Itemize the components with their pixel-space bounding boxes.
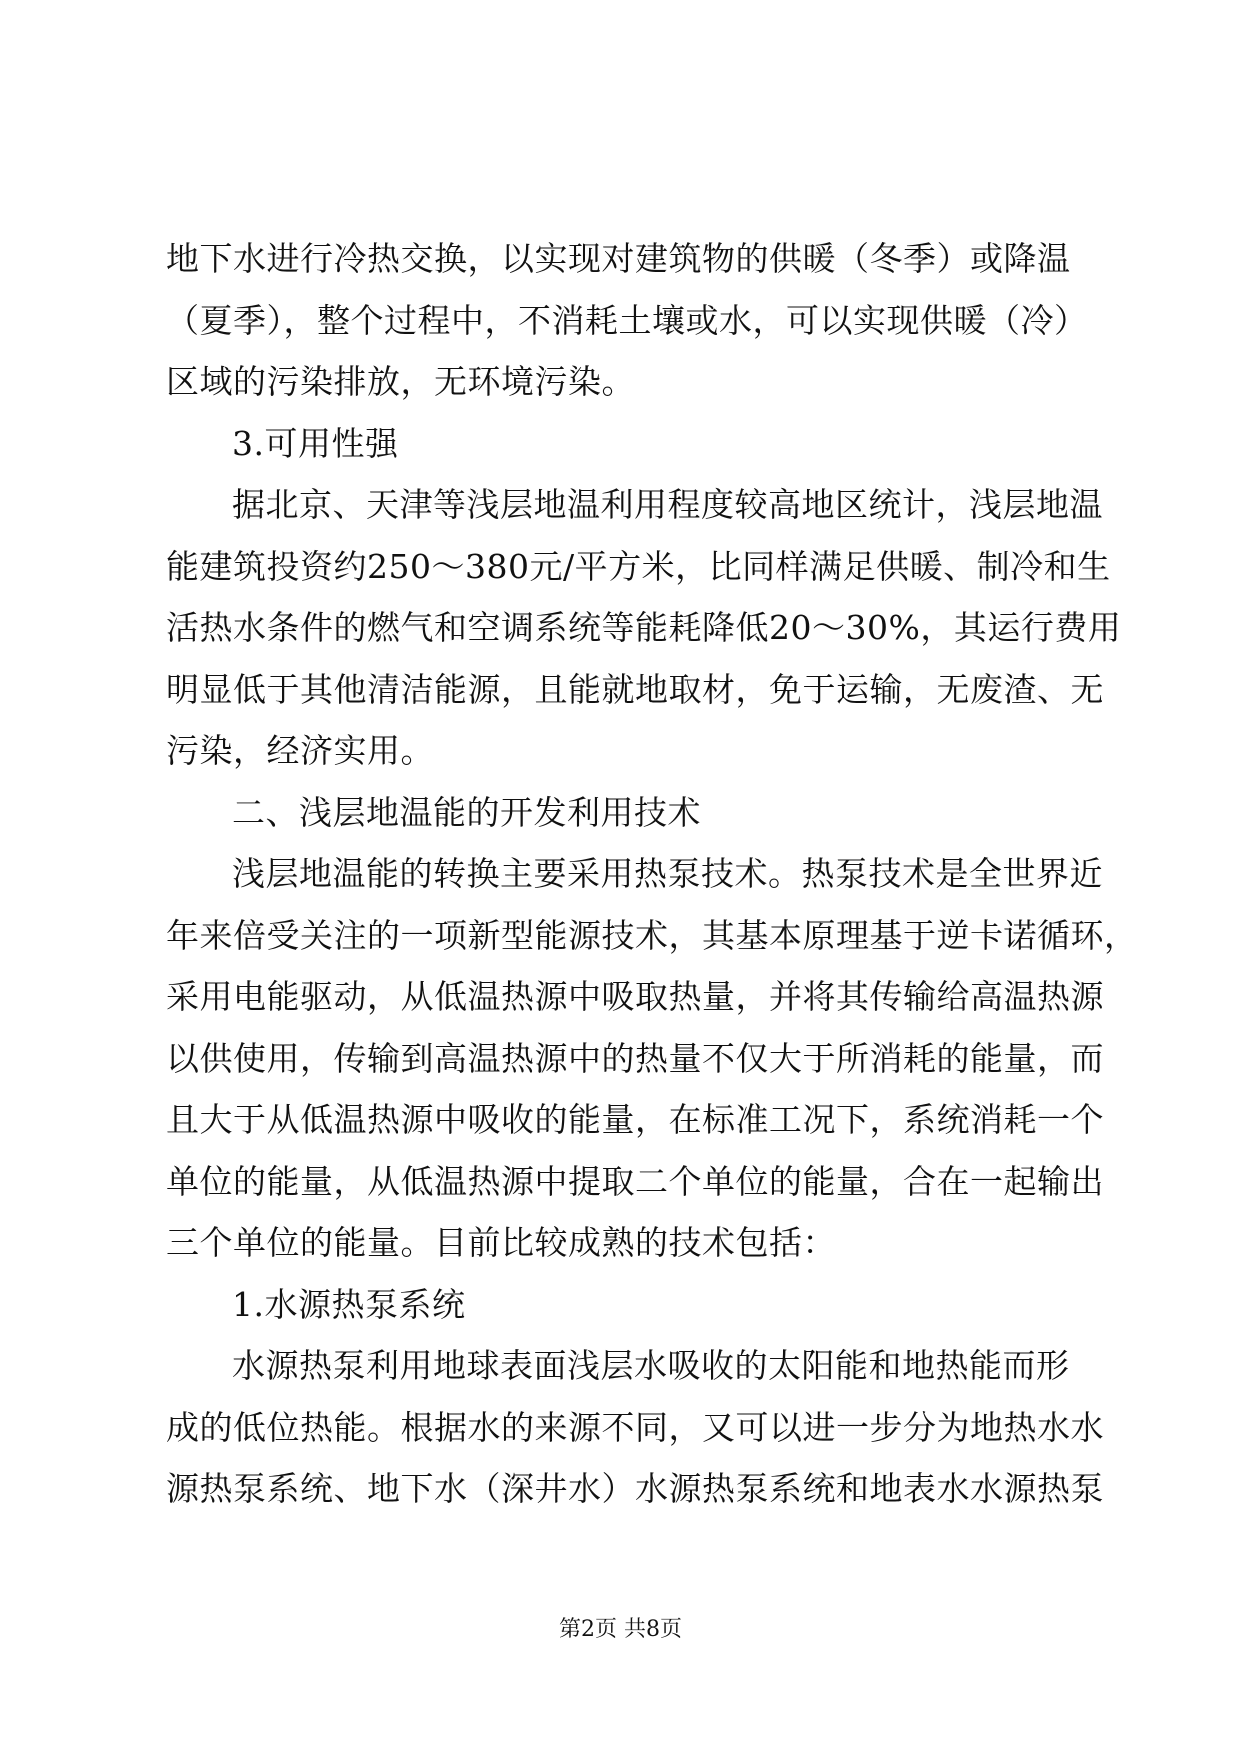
section-heading: 3.可用性强 (232, 423, 399, 463)
text-line: 据北京、天津等浅层地温利用程度较高地区统计，浅层地温 (232, 485, 1103, 524)
text-line: 明显低于其他清洁能源，且能就地取材，免于运输，无废渣、无 (166, 669, 1104, 709)
text-line: 区域的污染排放，无环境污染。 (166, 362, 635, 401)
text-line: 年来倍受关注的一项新型能源技术，其基本原理基于逆卡诺循环， (166, 915, 1138, 955)
page-footer: 第2页 共8页 (559, 1617, 682, 1642)
section-heading: 二、浅层地温能的开发利用技术 (232, 792, 701, 832)
text-line: 成的低位热能。根据水的来源不同，又可以进一步分为地热水水 (166, 1407, 1104, 1447)
text-line: 且大于从低温热源中吸收的能量，在标准工况下，系统消耗一个 (166, 1100, 1104, 1139)
text-line: 污染，经济实用。 (166, 731, 434, 770)
text-line: 单位的能量，从低温热源中提取二个单位的能量，合在一起输出 (166, 1161, 1104, 1201)
text-line: 能建筑投资约250～380元/平方米，比同样满足供暖、制冷和生 (166, 546, 1111, 586)
text-line: 水源热泵利用地球表面浅层水吸收的太阳能和地热能而形 (232, 1346, 1070, 1385)
body-text (166, 228, 1138, 1520)
text-line: 以供使用，传输到高温热源中的热量不仅大于所消耗的能量，而 (166, 1038, 1104, 1078)
text-line: （夏季），整个过程中，不消耗土壤或水，可以实现供暖（冷） (166, 300, 1088, 340)
text-line: 源热泵系统、地下水（深井水）水源热泵系统和地表水水源热泵 (166, 1469, 1104, 1508)
section-heading: 1.水源热泵系统 (232, 1284, 466, 1324)
text-line: 活热水条件的燃气和空调系统等能耗降低20～30%，其运行费用 (166, 608, 1122, 647)
text-line: 采用电能驱动，从低温热源中吸取热量，并将其传输给高温热源 (166, 977, 1104, 1016)
text-line: 地下水进行冷热交换，以实现对建筑物的供暖（冬季）或降温 (166, 239, 1071, 278)
text-line: 浅层地温能的转换主要采用热泵技术。热泵技术是全世界近 (232, 854, 1103, 893)
text-line: 三个单位的能量。目前比较成熟的技术包括： (166, 1223, 836, 1262)
